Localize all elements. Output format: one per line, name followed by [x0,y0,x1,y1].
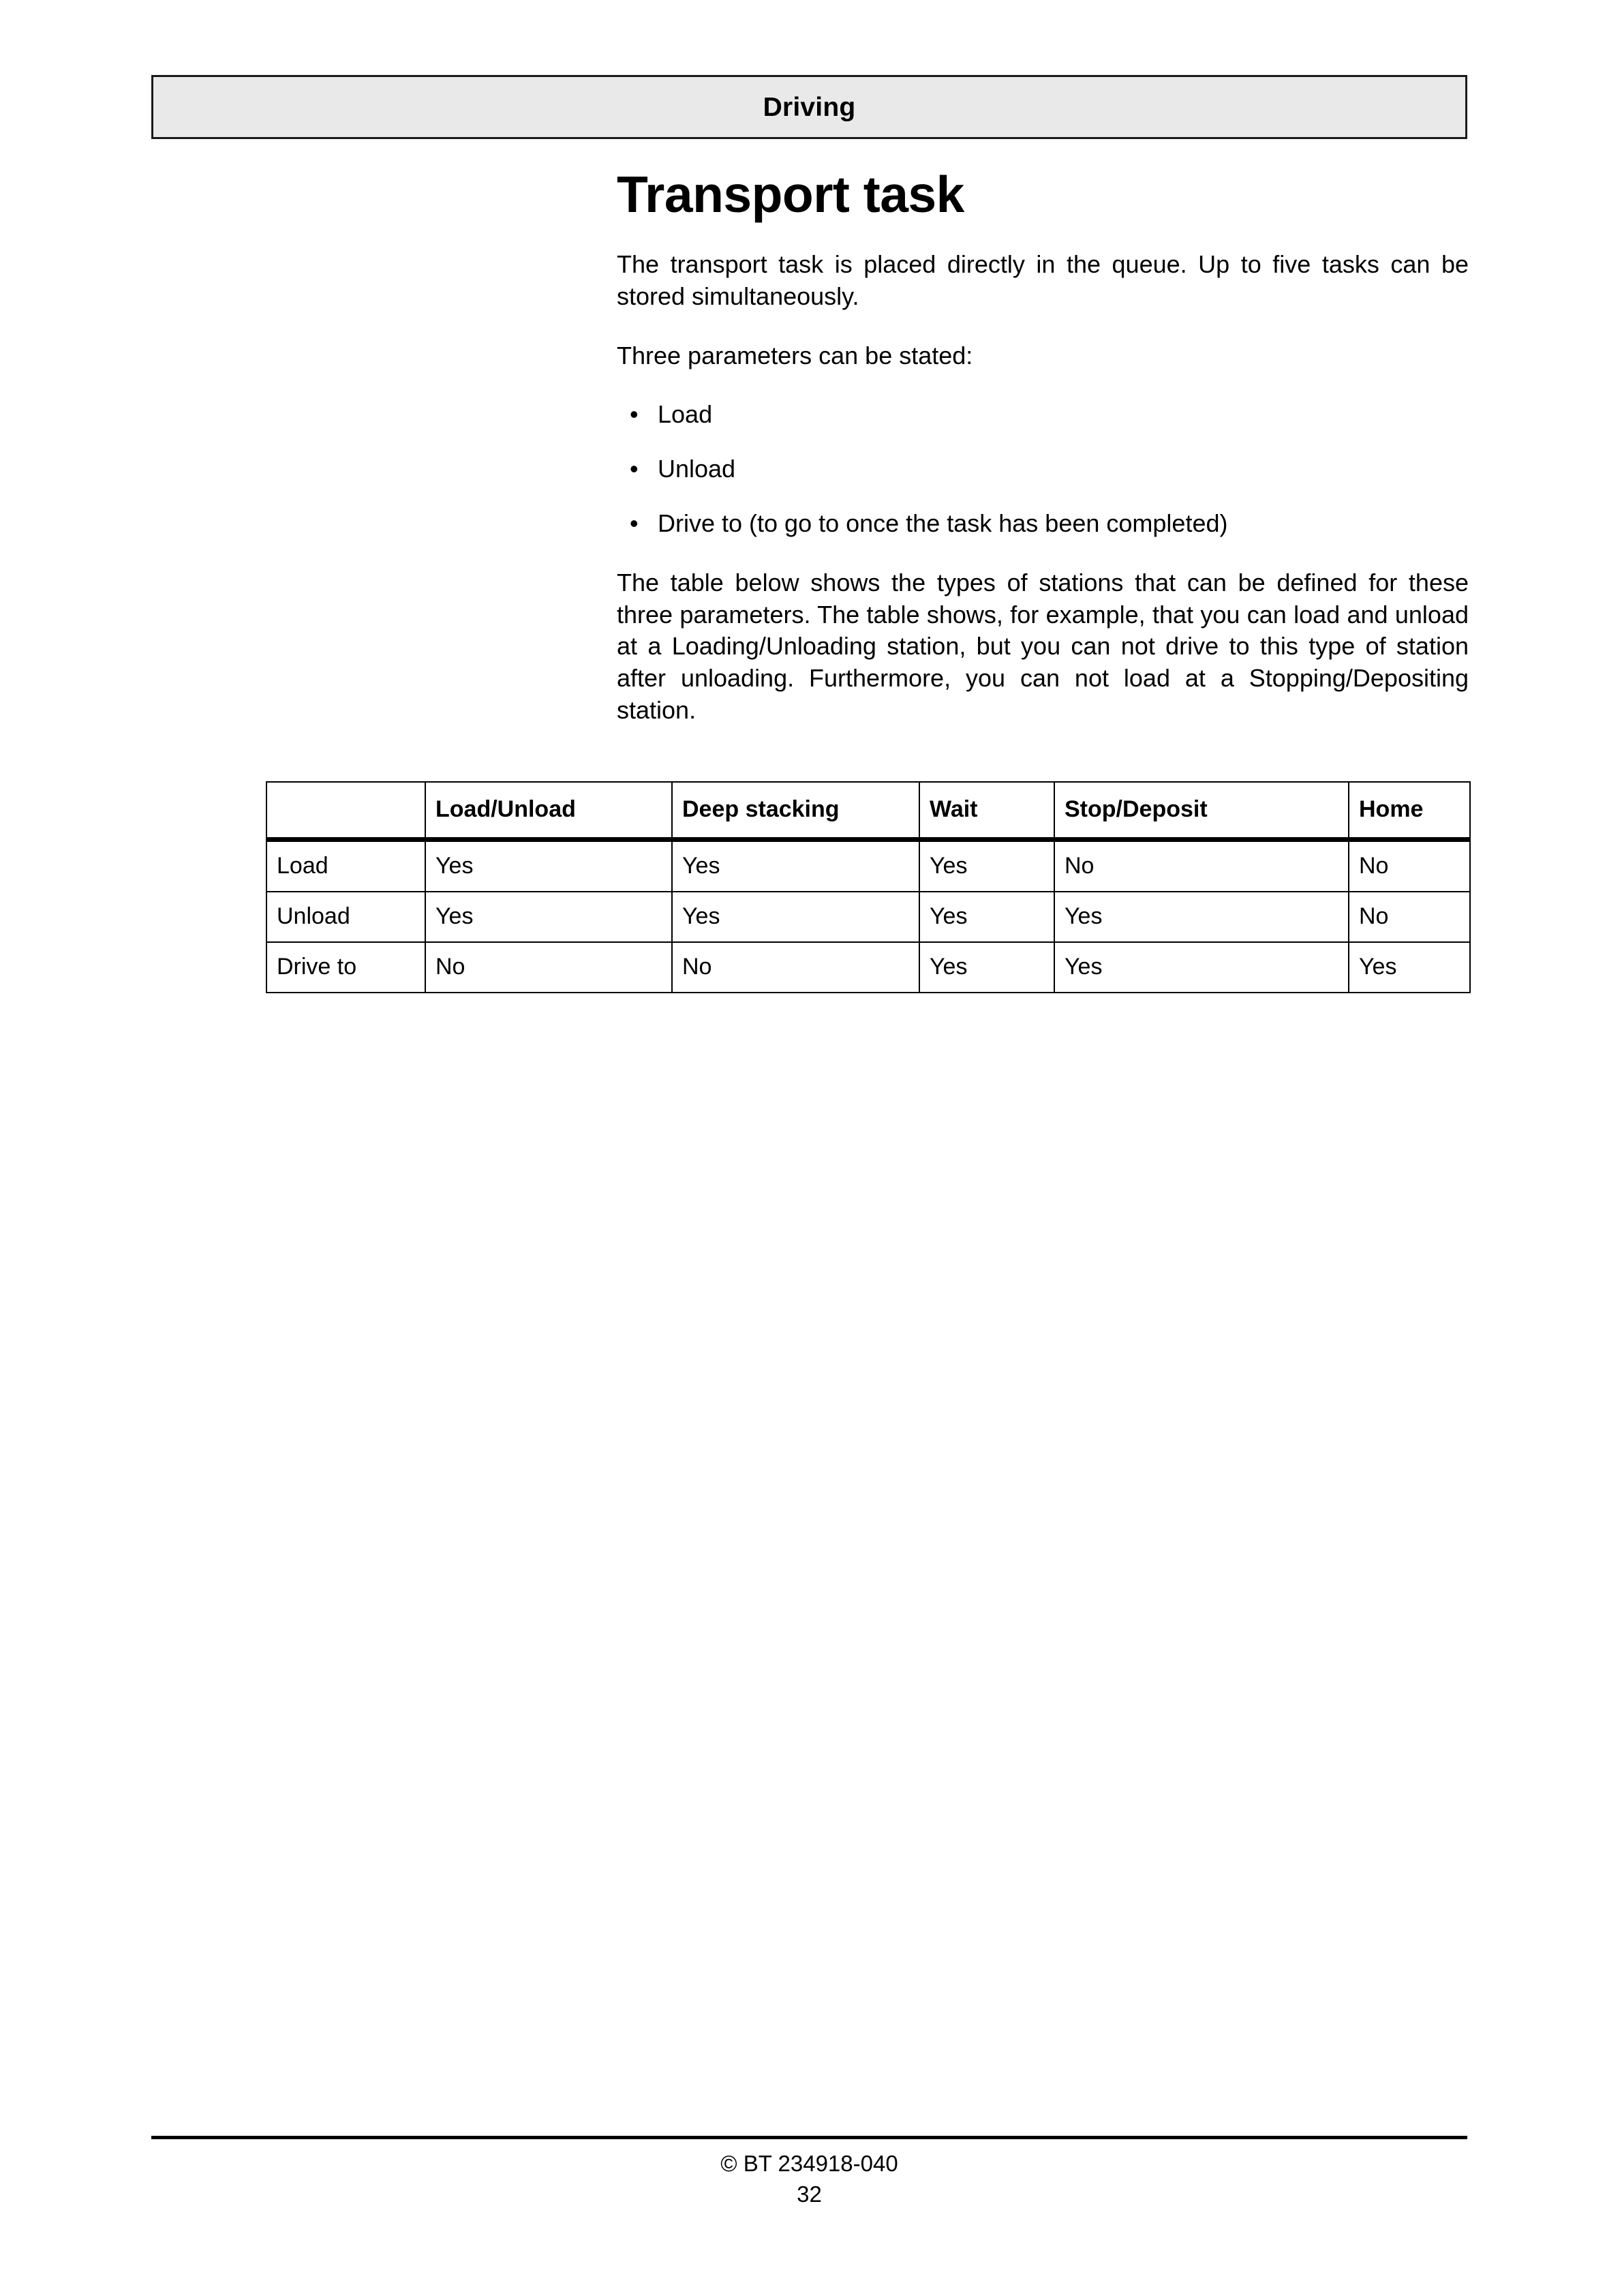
station-capability-table-wrapper [266,781,1469,993]
table-cell: No [1054,840,1349,892]
table-cell: No [1349,892,1470,942]
list-item-label: Load [658,400,713,429]
footer-copyright: © BT 234918-040 [720,2151,898,2176]
table-header-row [266,782,1470,840]
table-header-cell-wait: Wait [919,782,1054,840]
station-capability-table [266,781,1471,993]
content-column [617,166,1469,727]
table-row-label: Drive to [266,942,425,993]
list-item-label: Drive to (to go to once the task has been completed) [658,509,1228,537]
parameters-list [617,399,1469,539]
table-cell: Yes [425,840,672,892]
table-intro-paragraph: The table below shows the types of stations that can be defined for these three parameters. The table shows, for example, that you can load and unload at a Loading/Unloading station, but you can not drive to this type of station after unloading. Furthermore, you can not load at a Stopping/Depositing station. [617,568,1469,724]
table-cell: No [672,942,919,993]
footer-page-number: 32 [797,2181,822,2207]
page-title: Transport task [617,166,964,223]
table-row-label: Load [266,840,425,892]
bullet-icon: • [630,509,639,537]
table-cell: Yes [672,892,919,942]
page-footer [151,2149,1467,2209]
table-row-label: Unload [266,892,425,942]
list-item-label: Unload [658,455,736,483]
table-cell: Yes [1349,942,1470,993]
list-item [617,508,1469,540]
table-cell: No [1349,840,1470,892]
table-row [266,942,1470,993]
table-header-cell-home: Home [1349,782,1470,840]
parameters-lead-text: Three parameters can be stated: [617,341,973,369]
table-header-cell-corner [266,782,425,840]
table-row [266,840,1470,892]
table-header-cell-stop-deposit: Stop/Deposit [1054,782,1349,840]
table-cell: Yes [672,840,919,892]
table-cell: Yes [1054,892,1349,942]
table-cell: Yes [919,942,1054,993]
table-cell: Yes [1054,942,1349,993]
footer-divider [151,2136,1467,2139]
table-cell: Yes [425,892,672,942]
running-header [151,75,1467,139]
bullet-icon: • [630,400,639,429]
table-header-cell-deep-stacking: Deep stacking [672,782,919,840]
table-row [266,892,1470,942]
intro-paragraph: The transport task is placed directly in the queue. Up to five tasks can be stored simultaneously. [617,250,1469,310]
table-cell: Yes [919,892,1054,942]
list-item [617,399,1469,431]
table-cell: No [425,942,672,993]
running-header-title: Driving [763,92,856,122]
bullet-icon: • [630,455,639,483]
table-cell: Yes [919,840,1054,892]
list-item [617,453,1469,485]
table-header-cell-load-unload: Load/Unload [425,782,672,840]
